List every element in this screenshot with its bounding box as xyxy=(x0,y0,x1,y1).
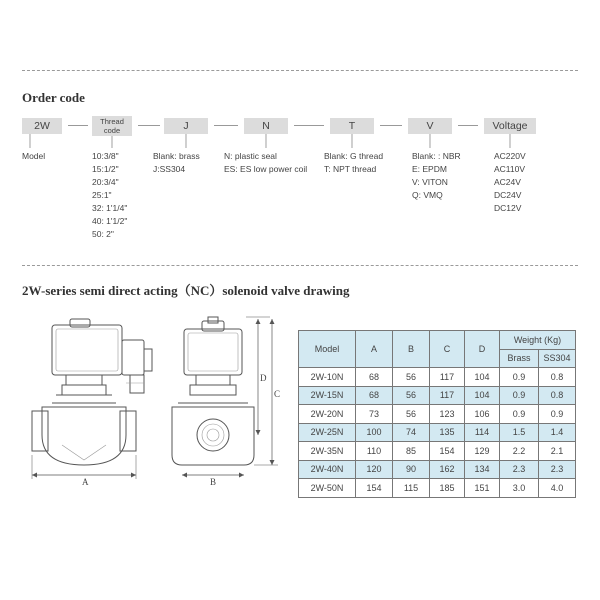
seal-option: V: VITON xyxy=(412,177,448,187)
coil-option: N: plastic seal xyxy=(224,151,277,161)
port-option: T: NPT thread xyxy=(324,164,377,174)
valve-drawing xyxy=(22,315,282,495)
connector xyxy=(68,125,88,126)
voltage-option: DC24V xyxy=(494,190,522,200)
cell-a: 73 xyxy=(356,405,393,424)
order-box-seal: V xyxy=(408,118,452,134)
cell-c: 162 xyxy=(430,460,465,479)
voltage-option: DC12V xyxy=(494,203,522,213)
cell-b: 56 xyxy=(393,405,430,424)
cell-model: 2W-50N xyxy=(299,479,356,498)
thread-option: 25:1" xyxy=(92,190,112,200)
port-description xyxy=(324,150,383,176)
cell-b: 85 xyxy=(393,442,430,461)
top-divider xyxy=(22,70,578,71)
middle-divider xyxy=(22,265,578,266)
seal-description xyxy=(412,150,461,202)
table-row xyxy=(299,442,576,461)
connector xyxy=(214,125,238,126)
thread-option: 32: 1'1/4" xyxy=(92,203,128,213)
table-row xyxy=(299,405,576,424)
body-option: Blank: brass xyxy=(153,151,200,161)
order-box-voltage: Voltage xyxy=(484,118,536,134)
body-description xyxy=(153,150,200,176)
cell-model: 2W-10N xyxy=(299,368,356,387)
cell-brass: 0.9 xyxy=(500,386,539,405)
table-header-row xyxy=(299,331,576,350)
dimensions-table xyxy=(298,330,576,498)
voltage-option: AC220V xyxy=(494,151,526,161)
cell-d: 104 xyxy=(465,386,500,405)
dim-label-c: C xyxy=(274,389,281,399)
cell-ss304: 0.9 xyxy=(539,405,576,424)
drawing-title: 2W-series semi direct acting（NC）solenoid valve drawing xyxy=(22,283,350,298)
cell-brass: 0.9 xyxy=(500,405,539,424)
cell-c: 154 xyxy=(430,442,465,461)
cell-a: 120 xyxy=(356,460,393,479)
cell-model: 2W-40N xyxy=(299,460,356,479)
col-header-b: B xyxy=(393,331,430,368)
seal-option: E: EPDM xyxy=(412,164,447,174)
cell-d: 129 xyxy=(465,442,500,461)
coil-option: ES: ES low power coil xyxy=(224,164,308,174)
connector xyxy=(138,125,160,126)
cell-brass: 1.5 xyxy=(500,423,539,442)
voltage-description xyxy=(494,150,526,215)
table-row xyxy=(299,479,576,498)
col-header-weight: Weight (Kg) xyxy=(500,331,576,350)
order-box-model: 2W xyxy=(22,118,62,134)
order-code-title: Order code xyxy=(22,90,85,105)
connector xyxy=(380,125,402,126)
thread-box-line1: Thread xyxy=(100,117,124,126)
order-box-coil: N xyxy=(244,118,288,134)
cell-brass: 2.3 xyxy=(500,460,539,479)
cell-a: 154 xyxy=(356,479,393,498)
col-header-d: D xyxy=(465,331,500,368)
cell-b: 56 xyxy=(393,386,430,405)
seal-option: Q: VMQ xyxy=(412,190,443,200)
cell-ss304: 2.1 xyxy=(539,442,576,461)
cell-b: 90 xyxy=(393,460,430,479)
col-header-a: A xyxy=(356,331,393,368)
cell-b: 115 xyxy=(393,479,430,498)
thread-option: 40: 1'1/2" xyxy=(92,216,128,226)
table-row xyxy=(299,460,576,479)
cell-brass: 0.9 xyxy=(500,368,539,387)
thread-box-line2: code xyxy=(103,126,121,135)
thread-option: 15:1/2" xyxy=(92,164,119,174)
cell-c: 135 xyxy=(430,423,465,442)
dim-label-b: B xyxy=(210,477,217,487)
table-row xyxy=(299,423,576,442)
voltage-option: AC24V xyxy=(494,177,521,187)
cell-model: 2W-15N xyxy=(299,386,356,405)
cell-a: 110 xyxy=(356,442,393,461)
model-description xyxy=(22,150,45,163)
order-box-body: J xyxy=(164,118,208,134)
body-option: J:SS304 xyxy=(153,164,186,174)
connector xyxy=(294,125,324,126)
seal-option: Blank: : NBR xyxy=(412,151,461,161)
port-option: Blank: G thread xyxy=(324,151,384,161)
cell-ss304: 0.8 xyxy=(539,386,576,405)
order-box-port: T xyxy=(330,118,374,134)
order-box-thread xyxy=(92,116,132,136)
col-header-c: C xyxy=(430,331,465,368)
cell-brass: 3.0 xyxy=(500,479,539,498)
model-label: Model xyxy=(22,151,46,161)
cell-ss304: 1.4 xyxy=(539,423,576,442)
voltage-option: AC110V xyxy=(494,164,526,174)
dim-label-d: D xyxy=(260,373,267,383)
cell-model: 2W-25N xyxy=(299,423,356,442)
dim-label-a: A xyxy=(82,477,89,487)
col-header-brass: Brass xyxy=(500,349,539,368)
cell-brass: 2.2 xyxy=(500,442,539,461)
cell-b: 74 xyxy=(393,423,430,442)
cell-a: 68 xyxy=(356,368,393,387)
thread-option: 20:3/4" xyxy=(92,177,119,187)
cell-c: 117 xyxy=(430,386,465,405)
cell-c: 185 xyxy=(430,479,465,498)
cell-d: 114 xyxy=(465,423,500,442)
table-row xyxy=(299,386,576,405)
cell-c: 117 xyxy=(430,368,465,387)
cell-d: 151 xyxy=(465,479,500,498)
cell-d: 104 xyxy=(465,368,500,387)
cell-c: 123 xyxy=(430,405,465,424)
col-header-ss304: SS304 xyxy=(539,349,576,368)
cell-a: 100 xyxy=(356,423,393,442)
cell-ss304: 2.3 xyxy=(539,460,576,479)
connector xyxy=(458,125,478,126)
col-header-model: Model xyxy=(299,331,356,368)
cell-d: 134 xyxy=(465,460,500,479)
cell-d: 106 xyxy=(465,405,500,424)
table-row xyxy=(299,368,576,387)
cell-model: 2W-35N xyxy=(299,442,356,461)
cell-model: 2W-20N xyxy=(299,405,356,424)
thread-option: 50: 2" xyxy=(92,229,114,239)
cell-b: 56 xyxy=(393,368,430,387)
thread-option: 10:3/8" xyxy=(92,151,119,161)
cell-ss304: 0.8 xyxy=(539,368,576,387)
cell-ss304: 4.0 xyxy=(539,479,576,498)
coil-description xyxy=(224,150,307,176)
cell-a: 68 xyxy=(356,386,393,405)
thread-description xyxy=(92,150,127,241)
